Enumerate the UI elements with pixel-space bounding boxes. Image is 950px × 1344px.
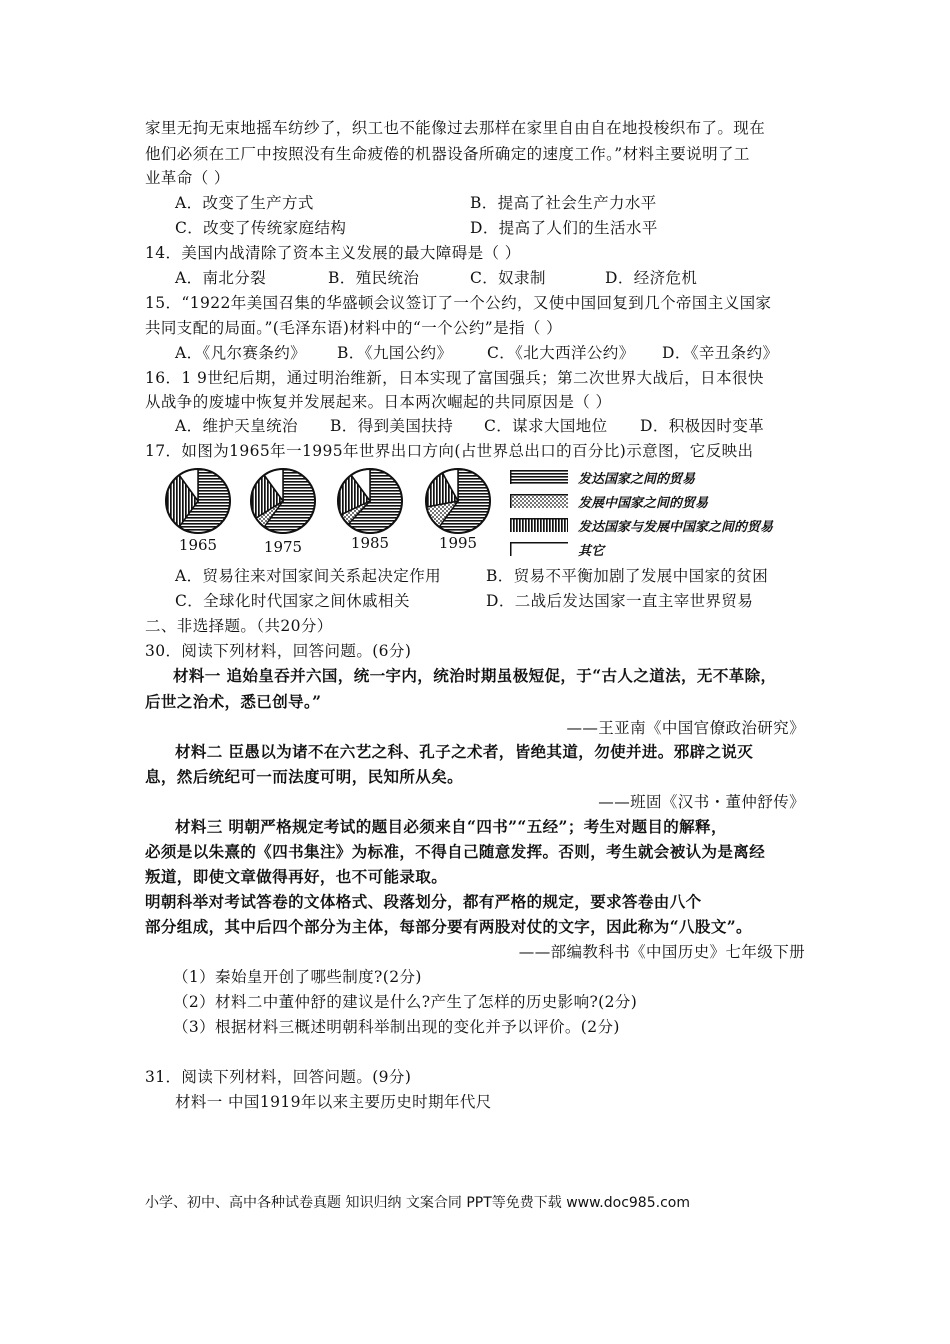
- q13-option-c: C．改变了传统家庭结构: [175, 219, 347, 237]
- legend-item-developed: [510, 468, 830, 490]
- q16-option-a: A．维护天皇统治: [175, 417, 298, 435]
- q14-option-d: D．经济危机: [605, 269, 698, 287]
- pie-1985-label: 1985: [350, 534, 390, 552]
- q14-option-b: B．殖民统治: [328, 269, 420, 287]
- legend-swatch-hlines: [510, 470, 568, 484]
- pie-1975-label: 1975: [263, 538, 303, 556]
- q16-line-1: 16．1 9世纪后期，通过明治维新，日本实现了富国强兵；第二次世界大战后，日本很快: [145, 369, 764, 387]
- material-1-source: ——王亚南《中国官僚政治研究》: [566, 719, 805, 737]
- q15-option-b: B．《九国公约》: [337, 344, 453, 362]
- q16-option-d: D．积极因时变革: [640, 417, 765, 435]
- q13-option-b: B．提高了社会生产力水平: [470, 194, 657, 212]
- q15-line-2: 共同支配的局面。”(毛泽东语)材料中的“一个公约”是指（ ）: [145, 319, 563, 337]
- material-3-line-3: 叛道，即使文章做得再好，也不可能录取。: [145, 867, 448, 886]
- legend-label: 发展中国家之间的贸易: [578, 496, 709, 511]
- pie-1995-svg: [418, 466, 498, 536]
- material-3-line-2: 必须是以朱熹的《四书集注》为标准，不得自己随意发挥。否则，考生就会被认为是离经: [145, 842, 766, 861]
- legend-swatch-blank: [510, 542, 568, 556]
- pie-1995-label: 1995: [438, 534, 478, 552]
- legend-item-between: [510, 516, 830, 538]
- q13-option-d: D．提高了人们的生活水平: [470, 219, 658, 237]
- material-2-source: ——班固《汉书・董仲舒传》: [598, 793, 805, 811]
- material-3-line-5: 部分组成，其中后四个部分为主体，每部分要有两股对仗的文字，因此称为“八股文”。: [145, 917, 752, 936]
- pie-1985: [330, 466, 410, 556]
- page-footer: 小学、初中、高中各种试卷真题 知识归纳 文案合同 PPT等免费下载 www.doc985.com: [145, 1195, 690, 1211]
- q15-option-c: C．《北大西洋公约》: [487, 344, 635, 362]
- legend-label: 其它: [578, 544, 605, 559]
- q14-option-c: C．奴隶制: [470, 269, 546, 287]
- q13-line-3: 业革命（ ）: [145, 169, 230, 187]
- pie-1975: [243, 466, 323, 556]
- q31-material-1: 材料一 中国1919年以来主要历史时期年代尺: [175, 1093, 492, 1111]
- pie-1965-svg: [158, 466, 238, 536]
- q17-stem: 17．如图为1965年一1995年世界出口方向(占世界总出口的百分比)示意图，它反映出: [145, 442, 754, 460]
- material-3-line-1: 材料三 明朝严格规定考试的题目必须来自“四书”“五经”；考生对题目的解释，: [175, 817, 727, 836]
- q15-option-d: D．《辛丑条约》: [662, 344, 779, 362]
- q30-sub-2: （2）材料二中董仲舒的建议是什么?产生了怎样的历史影响?(2分): [173, 993, 638, 1011]
- q30-sub-1: （1）秦始皇开创了哪些制度?(2分): [173, 968, 422, 986]
- q13-line-2: 他们必须在工厂中按照没有生命疲倦的机器设备所确定的速度工作。”材料主要说明了工: [145, 145, 750, 163]
- material-3-source: ——部编教科书《中国历史》七年级下册: [518, 943, 805, 961]
- legend-swatch-dots: [510, 494, 568, 508]
- q15-line-1: 15．“1922年美国召集的华盛顿会议签订了一个公约，又使中国回复到几个帝国主义国家: [145, 294, 772, 312]
- q17-option-c: C．全球化时代国家之间休戚相关: [175, 592, 410, 610]
- q14-stem: 14．美国内战清除了资本主义发展的最大障碍是（ ）: [145, 244, 521, 262]
- material-1-line-1: 材料一 追始皇吞并六国，统一宇内，统治时期虽极短促，于“古人之道法，无不革除，: [173, 666, 777, 685]
- pie-1965: [158, 466, 238, 556]
- q31-stem: 31．阅读下列材料，回答问题。(9分): [145, 1068, 412, 1086]
- q14-option-a: A．南北分裂: [175, 269, 267, 287]
- q17-option-a: A．贸易往来对国家间关系起决定作用: [175, 567, 441, 585]
- q13-line-1: 家里无拘无束地摇车纺纱了，织工也不能像过去那样在家里自由自在地投梭织布了。现在: [145, 119, 766, 137]
- section-2-title: 二、非选择题。（共20分）: [145, 617, 333, 635]
- material-3-line-4: 明朝科举对考试答卷的文体格式、段落划分，都有严格的规定，要求答卷由八个: [145, 892, 702, 911]
- legend-label: 发达国家之间的贸易: [578, 472, 696, 487]
- legend-label: 发达国家与发展中国家之间的贸易: [578, 520, 774, 535]
- q16-option-c: C．谋求大国地位: [484, 417, 608, 435]
- pie-1965-label: 1965: [178, 536, 218, 554]
- q30-sub-3: （3）根据材料三概述明朝科举制出现的变化并予以评价。(2分): [173, 1018, 620, 1036]
- q16-option-b: B．得到美国扶持: [330, 417, 454, 435]
- legend-swatch-vlines: [510, 518, 568, 532]
- q17-option-b: B．贸易不平衡加剧了发展中国家的贫困: [486, 567, 769, 585]
- q17-option-d: D．二战后发达国家一直主宰世界贸易: [486, 592, 754, 610]
- pie-1995: [418, 466, 498, 556]
- q16-line-2: 从战争的废墟中恢复并发展起来。日本两次崛起的共同原因是（ ）: [145, 393, 612, 411]
- material-2-line-2: 息，然后统纪可一而法度可明，民知所从矣。: [145, 767, 464, 786]
- q30-stem: 30．阅读下列材料，回答问题。(6分): [145, 642, 412, 660]
- q13-option-a: A．改变了生产方式: [175, 194, 314, 212]
- material-2-line-1: 材料二 臣愚以为诸不在六艺之科、孔子之术者，皆绝其道，勿使并进。邪辟之说灭: [175, 742, 754, 761]
- legend-item-other: [510, 540, 830, 562]
- legend-item-developing: [510, 492, 830, 514]
- q15-option-a: A．《凡尔赛条约》: [175, 344, 307, 362]
- pie-1975-svg: [243, 466, 323, 536]
- pie-1985-svg: [330, 466, 410, 536]
- material-1-line-2: 后世之治术，悉已创导。”: [145, 692, 322, 711]
